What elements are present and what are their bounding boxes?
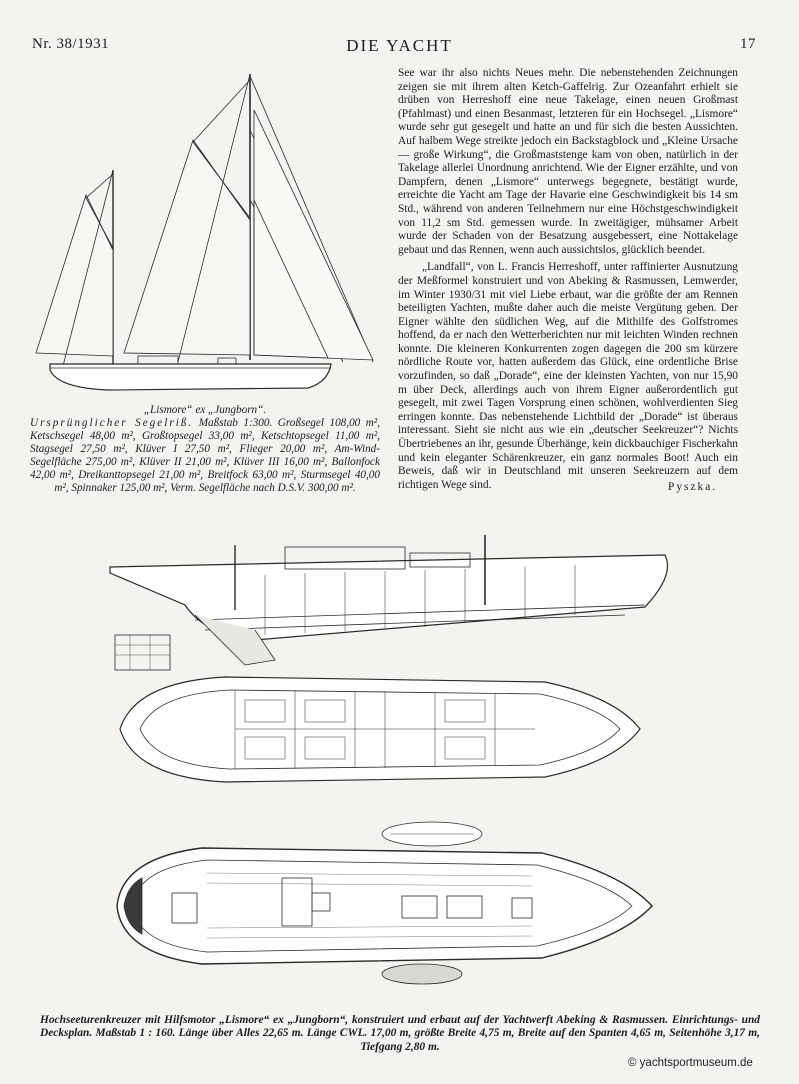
magazine-title: DIE YACHT [346, 36, 453, 55]
deck-plan-drawing [112, 818, 657, 993]
construction-caption: Hochseeturenkreuzer mit Hilfsmotor „Lismore“ ex „Jungborn“, konstruiert und erbaut auf der Yachtwerft Abeking & Rasmussen. Einrichtungs- und Decksplan. Maßstab 1 : 160. Länge über Alles 22,65 m. Länge CWL. 17,00 m, größte Breite 4,75 m, Breite auf den Spanten 4,65 m, Seitenhöhe 3,17 m, Tiefgang 2,80 m. [40, 1014, 760, 1053]
author-signature: Pyszka. [668, 481, 718, 493]
caption-specs [30, 417, 380, 495]
caption-spec-text: Maßstab 1:300. Großsegel 108,00 m², Ketschsegel 48,00 m², Großtopsegel 33,00 m², Ketschtopsegel 11,00 m², Stagsegel 27,50 m², Klüver I 27,50 m², Flieger 20,00 m², Am-Wind-Segelfläche 275,00 m², Klüver II 21,00 m², Klüver III 16,00 m², Ballonfock 42,00 m², Dreikanttopsegel 21,00 m², Breitfock 63,00 m², Sturmsegel 40,00 m², Spinnaker 125,00 m², Verm. Segelfläche nach D.S.V. 300,00 m². [30, 417, 380, 494]
article-paragraph-1: See war ihr also nichts Neues mehr. Die nebenstehenden Zeichnungen zeigen sie mit ihrem alten Ketch-Gaffelrig. Zur Ozeanfahrt erhielt sie drüben von Herreshoff eine neue Takelage, einen neuen Großmast (Pfahlmast) und einen Besanmast, letzteren für ein Hochsegel. „Lismore“ wurde sehr gut gesegelt und hatte an und für sich die besten Aussichten. Auf halbem Wege streikte jedoch ein Backstagblock und „Kleine Ursache — große Wirkung“, die Großmaststenge kam von oben, natürlich in der Takelage allerlei Unordnung anrichtend. Wie der Eigner erzählte, und von Dampfern, denen „Lismore“ unterwegs begegnete, bestätigt wurde, erreichte die Yacht am Tage der Havarie eine Geschwindigkeit bis 14 sm Std., während von anderen Teilnehmern nur eine Höchstgeschwindigkeit von 11,2 sm Std. gemessen wurde. In zweitägiger, mühsamer Arbeit wurde der Schaden von der Besatzung ausgebessert, eine Nottakelage gebaut und das Rennen, wenn auch aussichtslos, glücklich beendet. [398, 67, 738, 256]
article-text [398, 67, 738, 496]
sail-plan-caption [30, 404, 380, 495]
caption-title: „Lismore“ ex „Jungborn“. [143, 404, 267, 416]
copyright-watermark: © yachtsportmuseum.de [628, 1057, 753, 1069]
caption-label: Ursprünglicher Segelriß. [30, 417, 194, 429]
accommodation-plan-drawing [115, 672, 645, 787]
page-number: 17 [740, 36, 756, 52]
profile-section-drawing [105, 535, 685, 675]
article-paragraph-2: „Landfall“, von L. Francis Herreshoff, unter raffinierter Ausnutzung der Meßformel konstruiert und von Abeking & Rasmussen, Lemwerder, im Winter 1930/31 mit viel Liebe erbaut, war die größte der am Rennen beteiligten Yachten, mußte daher auch die meiste Vergütung geben. Der Eigner wählte den südlichen Weg, auf die Mithilfe des Golfstromes hoffend, da er nach den Wetterberichten nur mit leichten Winden rechnen konnte. Die kleineren Konkurrenten zogen dagegen die 200 sm kürzere nördliche Route vor, hatten außerdem das Glück, eine ordentliche Brise vorzufinden, so daß „Dorade“, eine der kleinsten Yachten, von nur 15,90 m über Deck, allerdings auch von ihrem Eigner außerordentlich gut gesegelt, mit zwei Tagen Vorsprung einen schönen, wohlverdienten Sieg erringen konnte. Das nebenstehende Lichtbild der „Dorade“ ist überaus interessant. Sieht sie nicht aus wie ein „deutscher Seekreuzer“? Nichts Übertriebenes an ihr, gesunde Überhänge, kein dickbauchiger Fischerkahn und kein eleganter Schärenkreuzer, ein ganz normales Boot! Auch ein Beweis, daß wir in Deutschland mit unseren Seekreuzern auf dem richtigen Wege sind. [398, 261, 738, 491]
sail-plan-drawing [28, 70, 380, 400]
issue-number: Nr. 38/1931 [32, 36, 110, 52]
